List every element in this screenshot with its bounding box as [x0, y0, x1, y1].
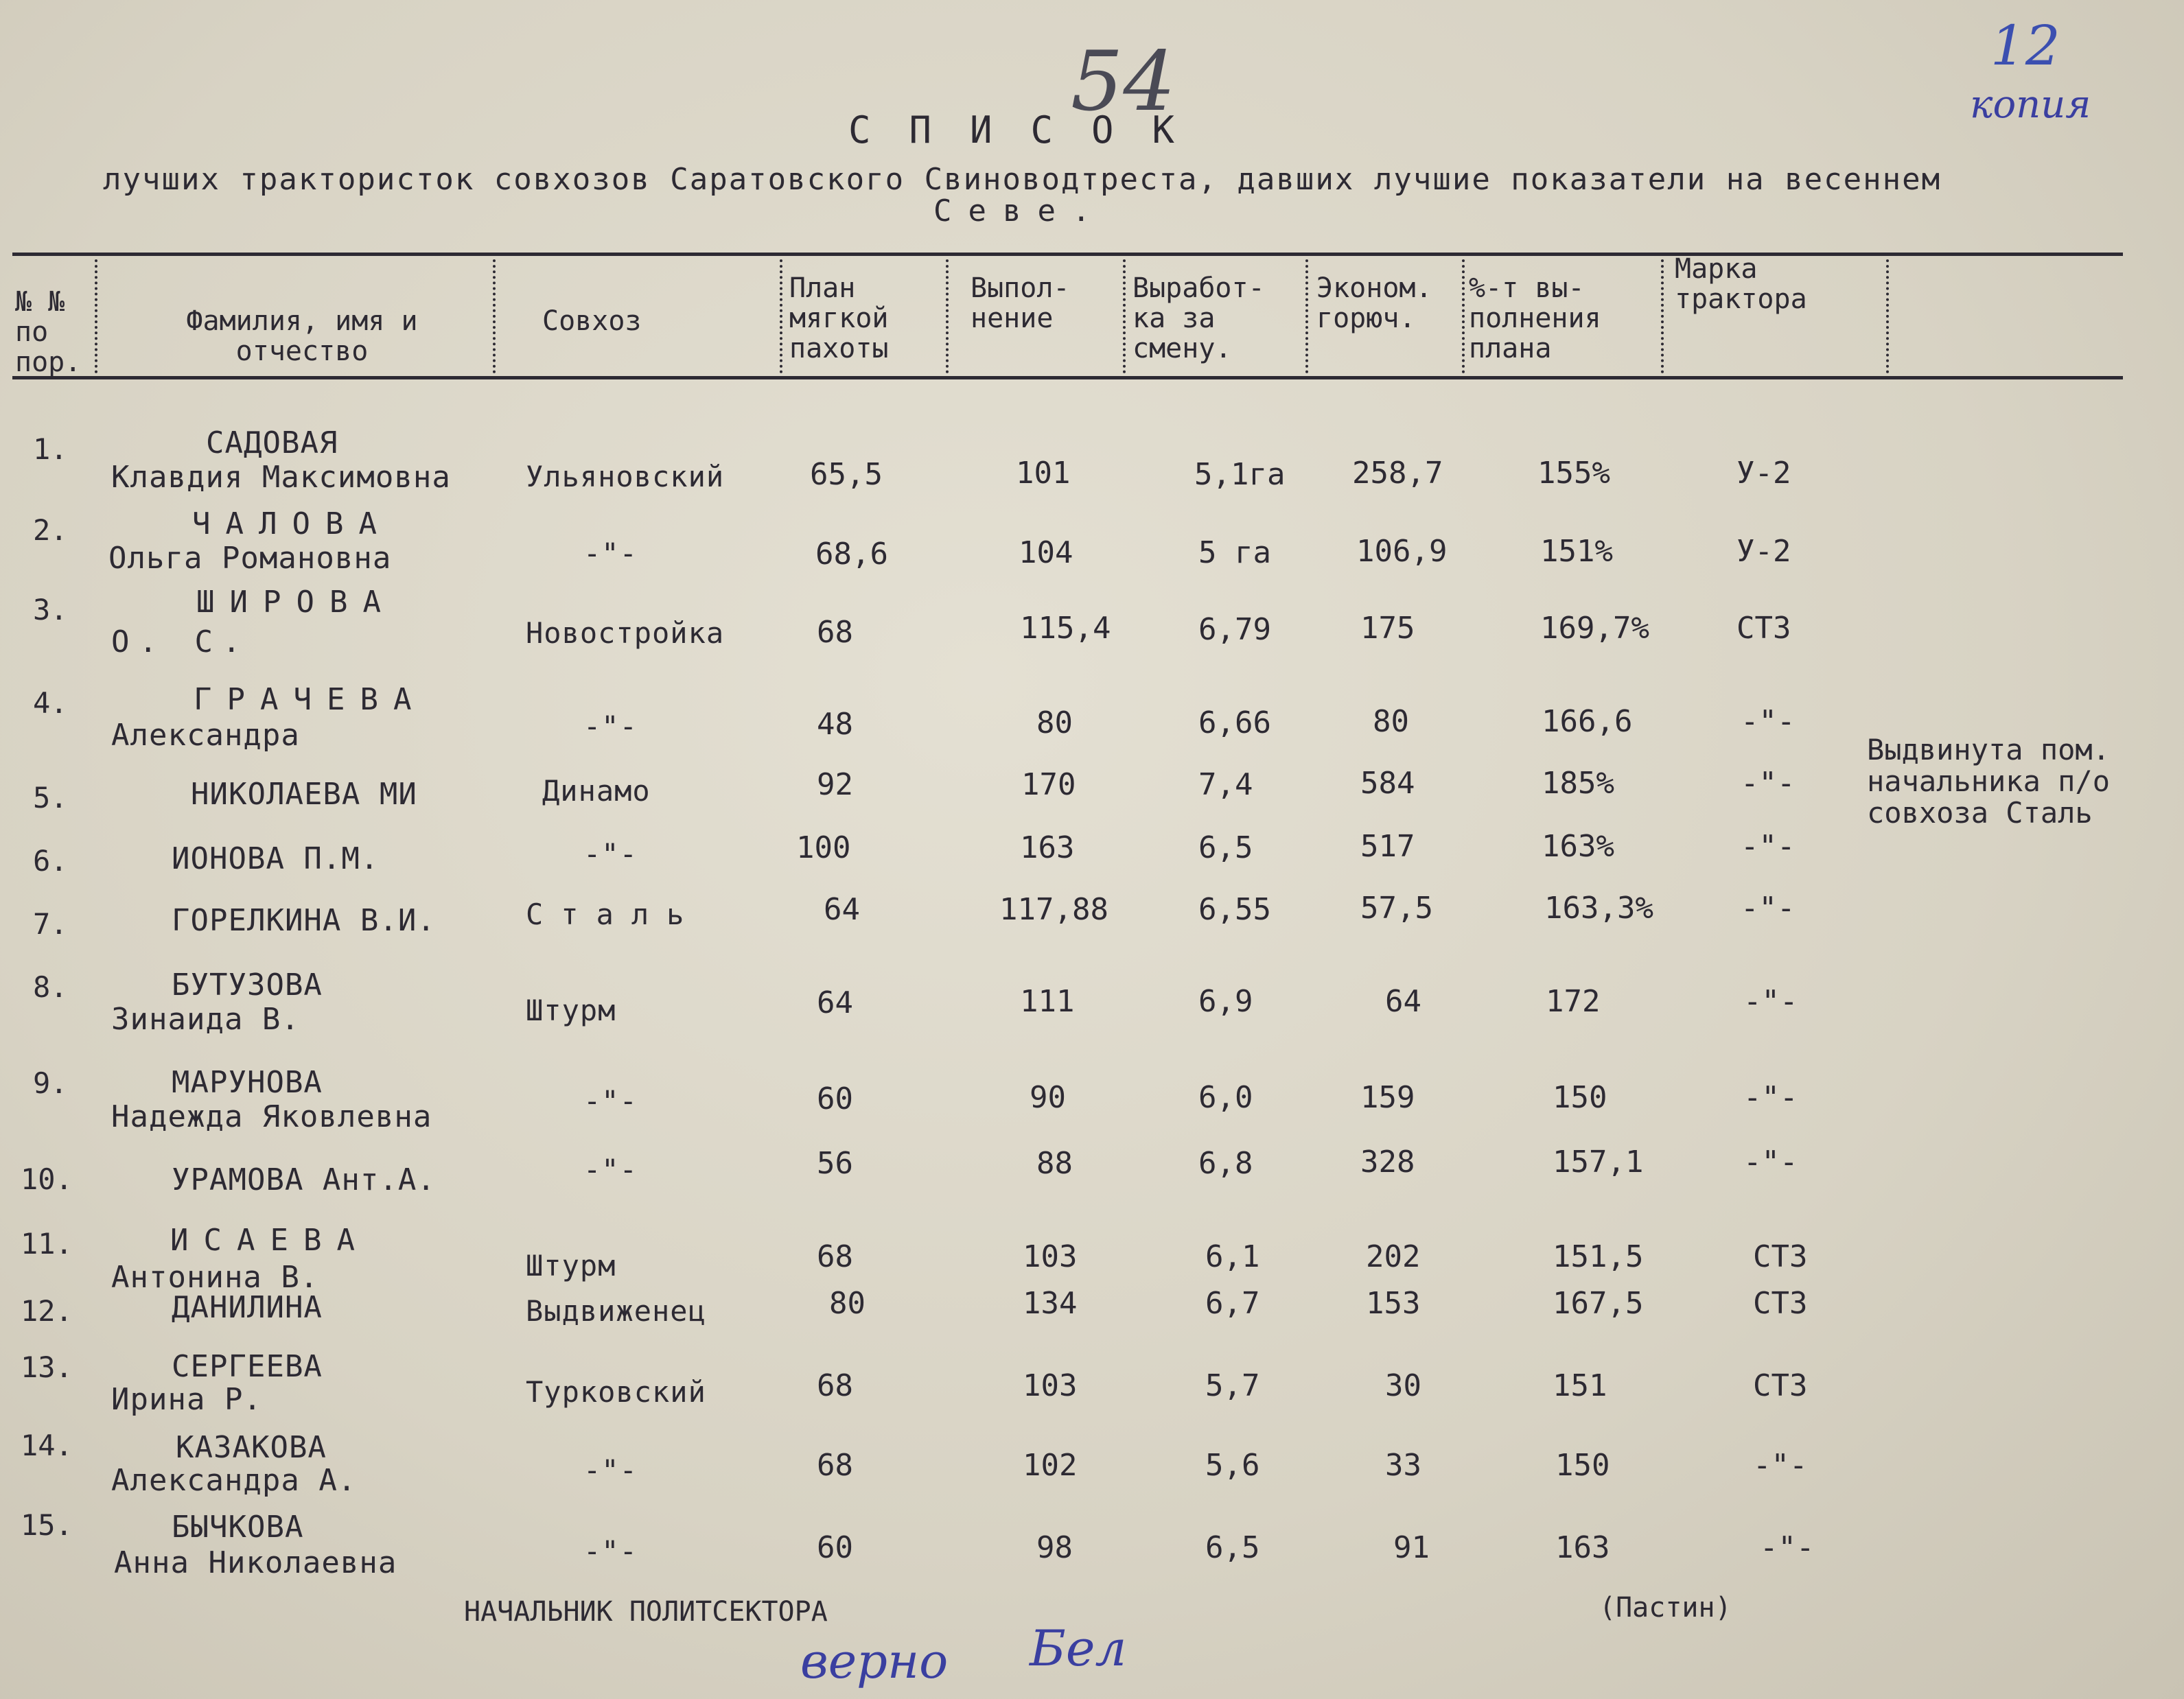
row-name: Ирина Р.	[111, 1382, 262, 1417]
row-number: 14.	[21, 1429, 73, 1462]
row-vypoln: 104	[1019, 535, 1073, 570]
row-number: 6.	[33, 844, 68, 878]
row-vyrab: 5 га	[1198, 535, 1271, 570]
row-name: ГОРЕЛКИНА В.И.	[172, 903, 436, 938]
row-name: Анна Николаевна	[114, 1545, 397, 1580]
column-separator	[1123, 259, 1126, 373]
row-vyrab: 6,66	[1198, 705, 1271, 740]
row-marka: -"-	[1760, 1530, 1815, 1565]
row-surname: КАЗАКОВА	[176, 1430, 327, 1465]
row-ekonom: 33	[1385, 1448, 1421, 1483]
row-vyrab: 6,9	[1198, 984, 1253, 1019]
row-marka: -"-	[1741, 829, 1796, 864]
row-name: Александра А.	[111, 1463, 357, 1498]
row-vypoln: 101	[1016, 456, 1071, 491]
row-sovhoz: Турковский	[526, 1375, 706, 1409]
row-surname: БЫЧКОВА	[172, 1510, 304, 1545]
row-pct: 163	[1555, 1530, 1610, 1565]
handwritten-verno: верно	[800, 1633, 949, 1689]
row-pct: 169,7%	[1540, 611, 1649, 646]
footer-position: НАЧАЛЬНИК ПОЛИТСЕКТОРА	[464, 1596, 828, 1628]
row-ekonom: 153	[1366, 1286, 1421, 1321]
row-marka: У-2	[1736, 534, 1791, 569]
row-pct: 157,1	[1553, 1145, 1644, 1180]
handwritten-sheet-number: 54	[1071, 34, 1176, 130]
row-plan: 68	[817, 1448, 853, 1483]
row-marka: СТЗ	[1753, 1239, 1808, 1274]
column-separator	[493, 259, 496, 373]
row-ekonom: 91	[1393, 1530, 1430, 1565]
row-plan: 68,6	[815, 537, 888, 572]
row-number: 9.	[33, 1066, 68, 1100]
row-name: Клавдия Максимовна	[111, 460, 451, 495]
row-name: Александра	[111, 718, 300, 753]
row-sovhoz: Новостройка	[526, 616, 725, 650]
document-subtitle-line2: Севе.	[933, 194, 1107, 229]
row-vyrab: 6,8	[1198, 1146, 1253, 1181]
footer-name: (Пастин)	[1599, 1592, 1732, 1624]
row-vypoln: 103	[1023, 1239, 1078, 1274]
row-number: 5.	[33, 781, 68, 815]
column-separator	[780, 259, 782, 373]
row-marka: -"-	[1741, 891, 1796, 926]
row-name: ДАНИЛИНА	[172, 1290, 323, 1325]
row-surname: БУТУЗОВА	[172, 968, 323, 1003]
row-sovhoz: -"-	[583, 537, 638, 570]
row-vypoln: 111	[1020, 984, 1075, 1019]
column-header-marka: Марка трактора	[1675, 253, 1807, 315]
column-header-ekonom: Эконом. горюч.	[1316, 272, 1432, 334]
row-name: Зинаида В.	[111, 1002, 300, 1037]
row-vypoln: 90	[1030, 1080, 1066, 1115]
row-plan: 68	[817, 615, 853, 650]
row-vypoln: 134	[1023, 1286, 1078, 1321]
row-marka: -"-	[1741, 766, 1796, 801]
row-pct: 150	[1553, 1080, 1607, 1115]
row-ekonom: 30	[1385, 1368, 1421, 1403]
row-marka: У-2	[1736, 456, 1791, 491]
row-number: 4.	[33, 686, 68, 720]
row-name: Ольга Романовна	[108, 541, 392, 576]
row-vyrab: 7,4	[1198, 767, 1253, 802]
handwritten-signature: Бел	[1030, 1619, 1127, 1677]
row-number: 1.	[33, 432, 68, 466]
row-vypoln: 115,4	[1020, 611, 1111, 646]
document-title: СПИСОК	[848, 108, 1213, 152]
row-vypoln: 163	[1020, 830, 1075, 865]
row-pct: 172	[1546, 984, 1601, 1019]
row-vyrab: 6,79	[1198, 612, 1271, 647]
row-vyrab: 6,7	[1205, 1286, 1260, 1321]
column-separator	[1305, 259, 1308, 373]
column-separator	[95, 259, 97, 373]
row-vyrab: 5,7	[1205, 1368, 1260, 1403]
row-pct: 151,5	[1553, 1239, 1644, 1274]
row-number: 2.	[33, 513, 68, 547]
handwritten-corner-number: 12	[1990, 14, 2060, 78]
row-plan: 64	[824, 892, 860, 927]
row-marka: -"-	[1743, 1145, 1798, 1180]
row-vyrab: 6,0	[1198, 1080, 1253, 1115]
row-marka: -"-	[1753, 1448, 1808, 1483]
column-header-no: № № по пор.	[15, 286, 82, 378]
row-vypoln: 102	[1023, 1448, 1078, 1483]
row-ekonom: 517	[1360, 829, 1415, 864]
column-header-plan: План мягкой пахоты	[789, 272, 889, 364]
row-pct: 166,6	[1542, 704, 1633, 739]
row-vyrab: 6,55	[1198, 892, 1271, 927]
row-vypoln: 80	[1036, 705, 1073, 740]
row-ekonom: 57,5	[1360, 891, 1433, 926]
row-name: Антонина В.	[111, 1260, 319, 1295]
row-pct: 150	[1555, 1448, 1610, 1483]
row-plan: 60	[817, 1081, 853, 1116]
row-vypoln: 117,88	[999, 892, 1108, 927]
row-number: 11.	[21, 1227, 73, 1261]
row-name: УРАМОВА Ант.А.	[172, 1162, 436, 1197]
row-marka: СТЗ	[1753, 1286, 1808, 1321]
column-header-vypoln: Выпол- нение	[971, 272, 1070, 334]
row-pct: 163%	[1542, 829, 1614, 864]
row-plan: 68	[817, 1239, 853, 1274]
column-header-pct: %-т вы- полнения плана	[1469, 272, 1601, 364]
row-ekonom: 202	[1366, 1239, 1421, 1274]
row-number: 15.	[21, 1508, 73, 1542]
row-number: 3.	[33, 593, 68, 626]
row-plan: 80	[829, 1286, 866, 1321]
row-plan: 68	[817, 1368, 853, 1403]
row-vyrab: 6,5	[1205, 1530, 1260, 1565]
row-ekonom: 175	[1360, 611, 1415, 646]
side-note: Выдвинута пом. начальника п/о совхоза Сталь	[1867, 733, 2111, 830]
row-marka: СТЗ	[1753, 1368, 1808, 1403]
row-vypoln: 103	[1023, 1368, 1078, 1403]
row-name: Надежда Яковлевна	[111, 1099, 432, 1134]
row-sovhoz: -"-	[583, 1084, 638, 1118]
row-number: 7.	[33, 907, 68, 941]
row-vyrab: 6,1	[1205, 1239, 1260, 1274]
row-plan: 64	[817, 985, 853, 1020]
row-pct: 167,5	[1553, 1286, 1644, 1321]
column-header-sovhoz: Совхоз	[542, 305, 642, 337]
row-pct: 163,3%	[1544, 891, 1653, 926]
row-sovhoz: -"-	[583, 1453, 638, 1487]
row-marka: -"-	[1743, 984, 1798, 1019]
row-number: 8.	[33, 970, 68, 1004]
row-plan: 56	[817, 1146, 853, 1181]
row-sovhoz: Ульяновский	[526, 460, 725, 493]
column-header-vyrab: Выработ- ка за смену.	[1132, 272, 1265, 364]
row-name: ИОНОВА П.М.	[172, 841, 380, 876]
column-separator	[1462, 259, 1465, 373]
handwritten-kopia: копия	[1970, 82, 2091, 127]
row-sovhoz: -"-	[583, 837, 638, 871]
row-ekonom: 159	[1360, 1080, 1415, 1115]
row-sovhoz: -"-	[583, 710, 638, 743]
row-number: 13.	[21, 1350, 73, 1384]
row-surname: МАРУНОВА	[172, 1065, 323, 1100]
row-surname: СЕРГЕЕВА	[172, 1349, 323, 1384]
row-vyrab: 5,6	[1205, 1448, 1260, 1483]
row-surname: САДОВАЯ	[206, 425, 338, 460]
header-bottom-rule	[12, 376, 2123, 379]
row-marka: СТЗ	[1736, 611, 1791, 646]
row-sovhoz: Сталь	[526, 898, 702, 931]
row-ekonom: 258,7	[1352, 456, 1443, 491]
column-separator	[1661, 259, 1664, 373]
row-vypoln: 98	[1036, 1530, 1073, 1565]
row-sovhoz: Штурм	[526, 994, 616, 1027]
row-pct: 185%	[1542, 766, 1614, 801]
row-pct: 155%	[1537, 456, 1610, 491]
row-name: НИКОЛАЕВА МИ	[191, 777, 417, 812]
row-plan: 60	[817, 1530, 853, 1565]
row-vyrab: 5,1га	[1194, 457, 1286, 492]
row-vypoln: 170	[1021, 767, 1076, 802]
row-ekonom: 80	[1373, 704, 1409, 739]
row-number: 10.	[21, 1162, 73, 1196]
row-marka: -"-	[1743, 1080, 1798, 1115]
row-surname: ШИРОВА	[196, 585, 396, 620]
row-plan: 48	[817, 707, 853, 742]
column-separator	[946, 259, 949, 373]
row-vypoln: 88	[1036, 1146, 1073, 1181]
row-name: О. С.	[111, 624, 251, 659]
row-ekonom: 328	[1360, 1145, 1415, 1180]
row-ekonom: 106,9	[1356, 534, 1448, 569]
row-surname: ЧАЛОВА	[192, 506, 392, 541]
row-ekonom: 64	[1385, 984, 1421, 1019]
row-sovhoz: -"-	[583, 1534, 638, 1568]
row-marka: -"-	[1741, 704, 1796, 739]
row-number: 12.	[21, 1294, 73, 1328]
row-plan: 100	[796, 830, 851, 865]
row-sovhoz: Штурм	[526, 1249, 616, 1282]
row-sovhoz: -"-	[583, 1153, 638, 1186]
row-vyrab: 6,5	[1198, 830, 1253, 865]
row-pct: 151	[1553, 1368, 1607, 1403]
row-plan: 92	[817, 767, 853, 802]
document-subtitle-line1: лучших трактористок совхозов Саратовского Свиноводтреста, давших лучшие показатели на весеннем	[103, 162, 1942, 197]
column-separator	[1886, 259, 1889, 373]
row-ekonom: 584	[1360, 766, 1415, 801]
row-surname: ИСАЕВА	[170, 1223, 370, 1258]
row-surname: ГРАЧЕВА	[194, 682, 427, 717]
row-pct: 151%	[1540, 534, 1613, 569]
row-plan: 65,5	[810, 457, 883, 492]
row-sovhoz: Динамо	[542, 774, 651, 808]
row-sovhoz: Выдвиженец	[526, 1294, 706, 1328]
column-header-fio: Фамилия, имя и отчество	[186, 305, 418, 367]
